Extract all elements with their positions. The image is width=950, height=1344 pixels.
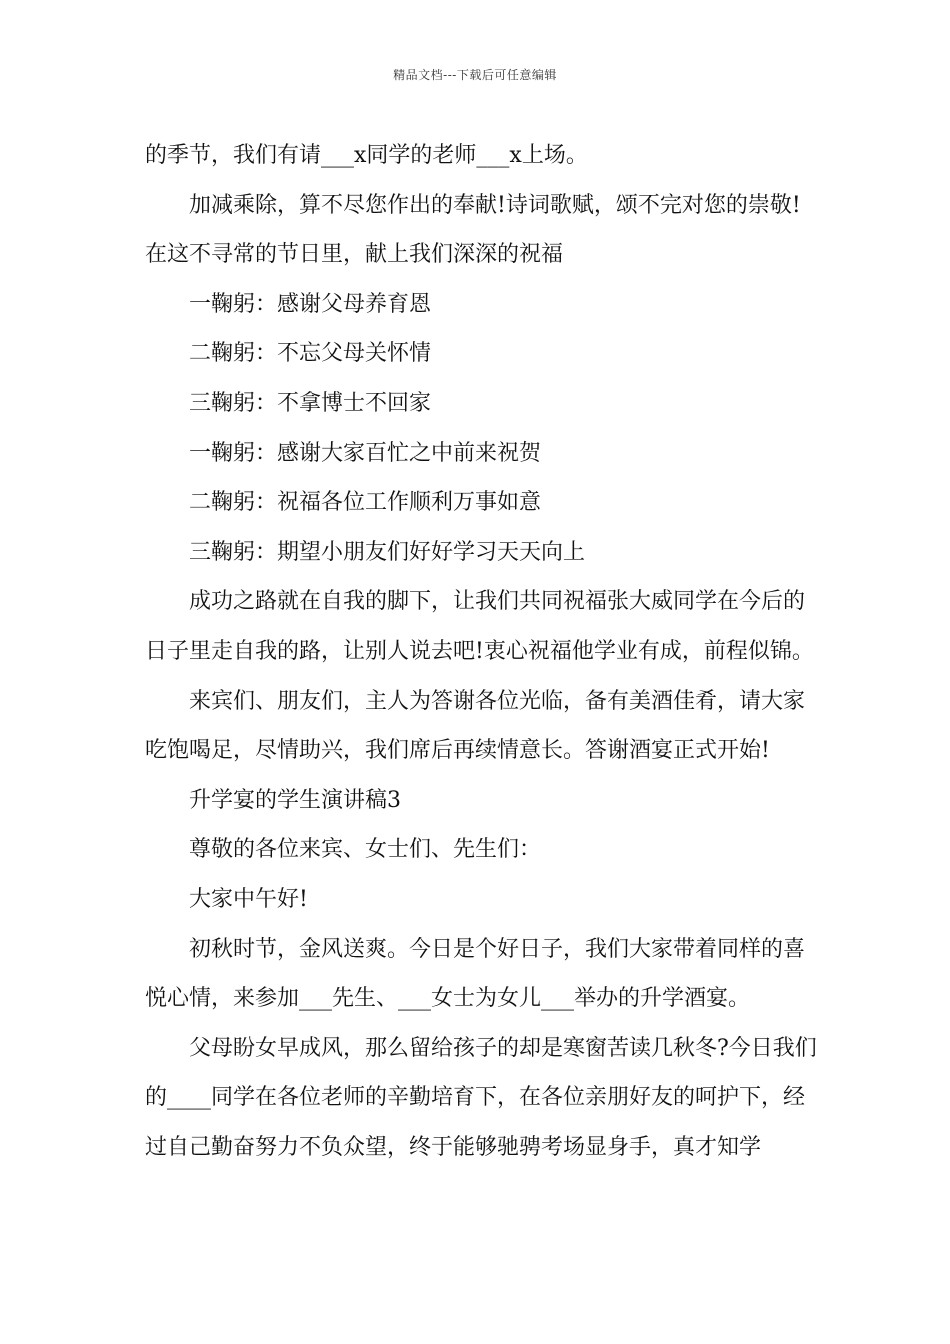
section-title: 升学宴的学生演讲稿3: [189, 787, 401, 813]
paragraph-bow-line: 三鞠躬：不拿博士不回家: [189, 390, 432, 416]
page-header: 精品文档---下载后可任意编辑: [393, 68, 557, 82]
greeting: 大家中午好!: [189, 886, 308, 912]
paragraph-bow-line: 三鞠躬：期望小朋友们好好学习天天向上: [189, 539, 586, 565]
paragraph-bow-line: 一鞠躬：感谢父母养育恩: [189, 291, 432, 317]
salutation: 尊敬的各位来宾、女士们、先生们：: [189, 837, 542, 863]
paragraph-bow-line: 二鞠躬：不忘父母关怀情: [189, 341, 432, 367]
document-body: [145, 131, 821, 1172]
paragraph: 加减乘除，算不尽您作出的奉献!诗词歌赋，颂不完对您的崇敬!在这不寻常的节日里，献上我们深深的祝福: [145, 192, 801, 268]
paragraph: 成功之路就在自我的脚下，让我们共同祝福张大威同学在今后的日子里走自我的路，让别人说去吧!衷心祝福他学业有成，前程似锦。: [145, 589, 814, 664]
paragraph: 来宾们、朋友们，主人为答谢各位光临，备有美酒佳肴，请大家吃饱喝足，尽情助兴，我们席后再续情意长。答谢酒宴正式开始!: [145, 688, 806, 764]
paragraph-bow-line: 二鞠躬：祝福各位工作顺利万事如意: [189, 490, 542, 516]
paragraph-continuation: 的季节，我们有请___x同学的老师___x上场。: [145, 143, 588, 168]
paragraph: 初秋时节，金风送爽。今日是个好日子，我们大家带着同样的喜悦心情，来参加___先生、___女士为女儿___举办的升学酒宴。: [145, 936, 806, 1012]
paragraph: 父母盼女早成风，那么留给孩子的却是寒窗苦读几秋冬?今日我们的____同学在各位老师的辛勤培育下，在各位亲朋好友的呵护下，经过自己勤奋努力不负众望，终于能够驰骋考场显身手，真才知学: [145, 1035, 817, 1160]
paragraph-bow-line: 一鞠躬：感谢大家百忙之中前来祝贺: [189, 440, 542, 466]
